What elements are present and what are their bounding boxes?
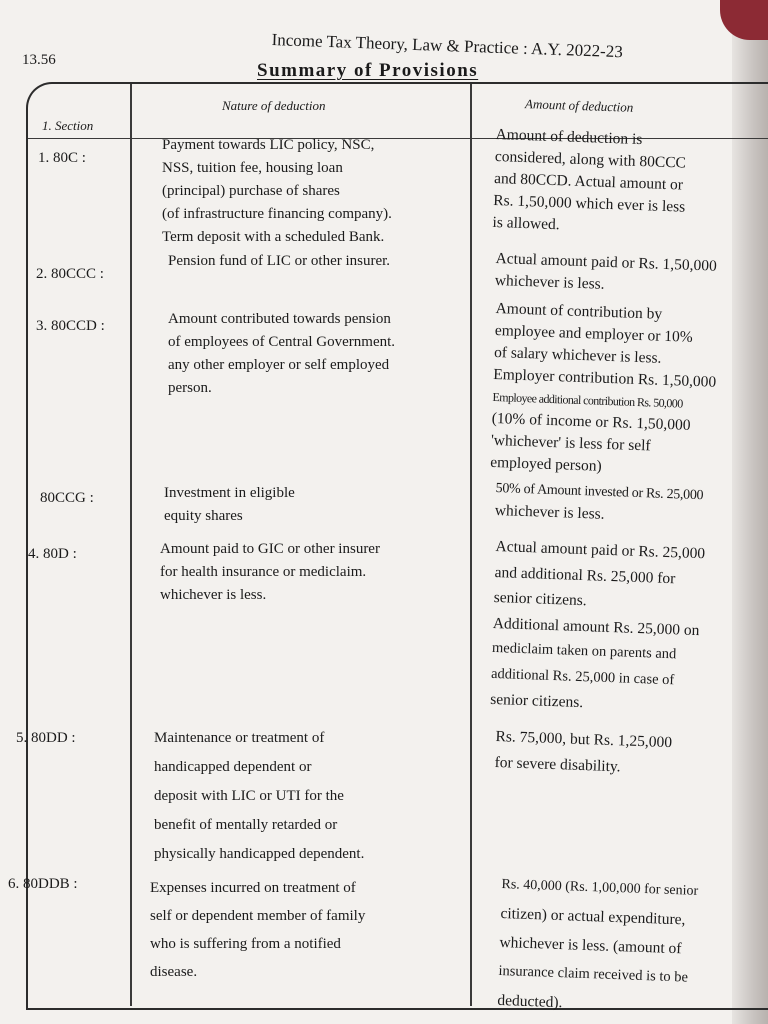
nature-cell: [150, 874, 450, 986]
text-line: of employees of Central Government.: [168, 334, 396, 350]
text-line: who is suffering from a notified: [150, 936, 341, 952]
text-line: for severe disability.: [494, 753, 621, 776]
text-line: Rs. 75,000, but Rs. 1,25,000: [495, 727, 673, 752]
amount-cell: [494, 724, 768, 785]
text-line: Employee additional contribution Rs. 50,000: [492, 389, 683, 411]
header-section: 1. Section: [42, 118, 94, 133]
text-line: Rs. 1,50,000 which ever is less: [493, 191, 686, 216]
text-line: (principal) purchase of shares: [162, 183, 340, 199]
text-line: Actual amount paid or Rs. 1,50,000: [495, 249, 718, 275]
amount-cell: [490, 298, 768, 483]
header-amount: Amount of deduction: [524, 96, 634, 115]
header-nature: Nature of deduction: [222, 98, 326, 113]
text-line: citizen) or actual expenditure,: [500, 904, 686, 929]
text-line: (of infrastructure financing company).: [162, 206, 392, 222]
amount-cell: [494, 478, 767, 531]
text-line: equity shares: [164, 508, 243, 524]
text-line: considered, along with 80CCC: [494, 147, 687, 172]
text-line: whichever is less.: [160, 587, 267, 603]
section-cell: 80CCG :: [40, 490, 94, 506]
section-cell: 5. 80DD :: [16, 730, 76, 746]
text-line: self or dependent member of family: [150, 908, 366, 924]
text-line: Amount of deduction is: [495, 125, 643, 149]
text-line: mediclaim taken on parents and: [491, 639, 677, 663]
text-line: and additional Rs. 25,000 for: [494, 563, 676, 587]
text-line: Actual amount paid or Rs. 25,000: [495, 537, 706, 563]
text-line: Investment in eligible: [164, 485, 295, 501]
text-line: disease.: [150, 964, 198, 980]
page-number: 13.56: [22, 52, 56, 68]
nature-cell: [160, 538, 460, 607]
text-line: Amount of contribution by: [495, 299, 663, 323]
text-line: Pension fund of LIC or other insurer.: [168, 253, 391, 269]
text-line: is allowed.: [492, 213, 560, 234]
text-line: senior citizens.: [493, 588, 588, 610]
text-line: insurance claim received is to be: [498, 962, 689, 986]
text-line: for health insurance or mediclaim.: [160, 564, 367, 580]
text-line: 50% of Amount invested or Rs. 25,000: [495, 480, 704, 504]
text-line: 'whichever' is less for self: [490, 431, 651, 455]
amount-cell: [497, 870, 768, 1024]
page-title: Summary of Provisions: [257, 60, 479, 81]
text-line: Employer contribution Rs. 1,50,000: [493, 365, 717, 391]
text-line: any other employer or self employed: [168, 357, 390, 373]
nature-cell: [168, 250, 468, 273]
section-cell: 1. 80C :: [38, 150, 86, 166]
text-line: senior citizens.: [489, 690, 584, 712]
section-cell: 6. 80DDB :: [8, 876, 78, 892]
amount-cell: [494, 248, 767, 301]
column-divider: [130, 84, 132, 1006]
nature-cell: [168, 308, 468, 400]
text-line: and 80CCD. Actual amount or: [493, 169, 684, 194]
nature-cell: [164, 482, 464, 528]
text-line: NSS, tuition fee, housing loan: [162, 160, 343, 176]
text-line: Term deposit with a scheduled Bank.: [162, 229, 385, 245]
background-object: [720, 0, 768, 40]
amount-cell: [490, 534, 768, 722]
text-line: of salary whichever is less.: [493, 343, 662, 367]
text-line: (10% of income or Rs. 1,50,000: [491, 409, 691, 434]
text-line: deposit with LIC or UTI for the: [154, 788, 344, 804]
nature-cell: [154, 724, 454, 869]
column-divider: [470, 84, 472, 1006]
section-cell: 3. 80CCD :: [36, 318, 105, 334]
amount-cell: [492, 124, 768, 243]
text-line: employee and employer or 10%: [494, 321, 694, 346]
text-line: Rs. 40,000 (Rs. 1,00,000 for senior: [501, 876, 699, 899]
text-line: whichever is less. (amount of: [499, 933, 682, 958]
text-line: person.: [168, 380, 212, 396]
text-line: physically handicapped dependent.: [154, 846, 365, 862]
text-line: Additional amount Rs. 25,000 on: [492, 614, 700, 639]
text-line: deducted).: [497, 991, 563, 1012]
text-line: Expenses incurred on treatment of: [150, 880, 356, 896]
text-line: whichever is less.: [494, 271, 605, 293]
text-line: Amount contributed towards pension: [168, 311, 391, 327]
text-line: whichever is less.: [494, 501, 605, 523]
section-cell: 2. 80CCC :: [36, 266, 104, 282]
text-line: Payment towards LIC policy, NSC,: [162, 137, 375, 153]
text-line: Maintenance or treatment of: [154, 730, 325, 746]
nature-cell: [162, 134, 462, 249]
text-line: employed person): [489, 453, 602, 475]
text-line: Amount paid to GIC or other insurer: [160, 541, 380, 557]
section-cell: 4. 80D :: [28, 546, 77, 562]
text-line: benefit of mentally retarded or: [154, 817, 338, 833]
running-head: Income Tax Theory, Law & Practice : A.Y. 2022-23: [271, 30, 624, 62]
text-line: handicapped dependent or: [154, 759, 312, 775]
text-line: additional Rs. 25,000 in case of: [490, 665, 675, 688]
